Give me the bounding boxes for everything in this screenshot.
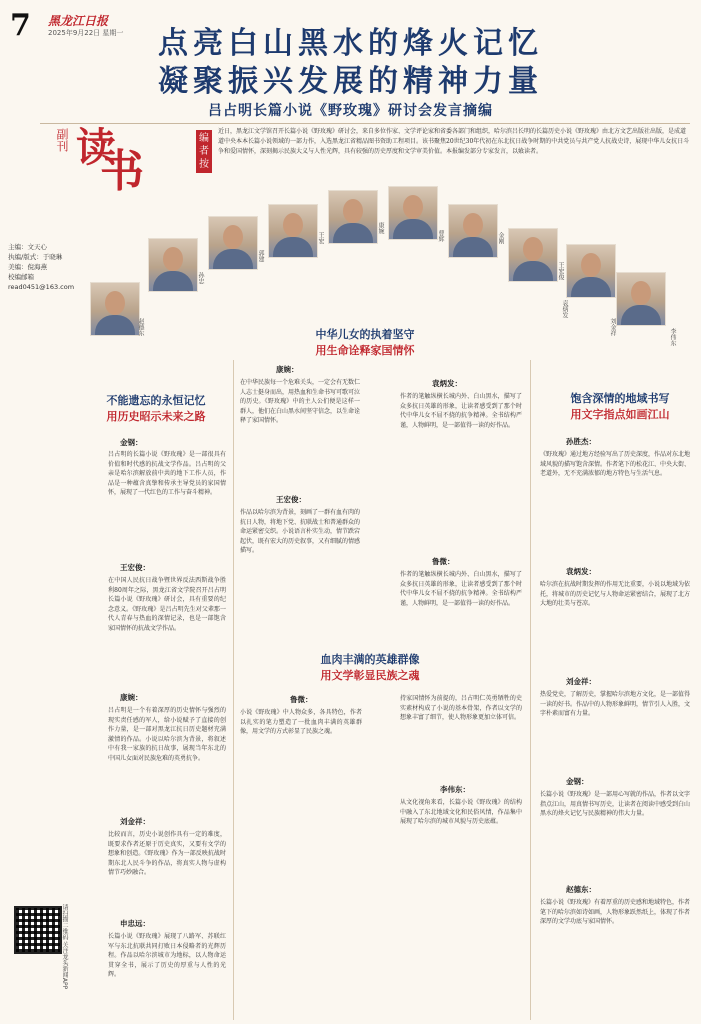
author-label: 鲁微： — [290, 695, 313, 704]
article-text: 小说《野玫瑰》中人物众多，各具特色，作者以扎实的笔力塑造了一批血肉丰满的英雄群像，用文学的方式彰显了民族之魂。 — [240, 709, 362, 735]
section-fukan-label: 副刊 — [55, 128, 69, 152]
author-label: 康婉： — [120, 693, 143, 702]
issue-date: 2025年9月22日 星期一 — [48, 29, 124, 37]
article-text: 吕占明是一个有着深厚的历史情怀与强烈的现实责任感的军人，给小说赋予了直接的创作力量，是一部对黑龙江抗日历史题材充满激情的作品。小说以哈尔滨为背景，将叙述中有我一家族的抗日故事，展现当年东北的中国儿女面对民族危难的英勇抗争。 — [108, 707, 226, 762]
author-label: 袁炳发： — [432, 379, 462, 388]
portrait-photo — [268, 204, 318, 258]
article-text: 作者的笔触纵横长城内外、白山黑水，描写了众多抗日英雄的形象，让读者感受到了那个时代中华儿女不屈不挠的抗争精神。全书结构严谨，人物鲜明，是一部值得一读的好作品。 — [400, 571, 522, 607]
author-label: 袁炳发： — [566, 567, 596, 576]
column-head-mid-2: 血肉丰满的英雄群像 用文学彰显民族之魂 — [320, 653, 420, 682]
portrait-name: 王宏 — [317, 232, 324, 244]
portrait-photo — [148, 238, 198, 292]
column-head-right: 饱含深情的地域书写 用文字指点如画江山 — [570, 392, 670, 421]
credit-editor: 主编：文天心 — [8, 243, 47, 251]
portrait-photo — [208, 216, 258, 270]
qr-caption: 请扫描二维码 关注龙头新闻APP — [61, 904, 68, 990]
article-text: 长篇小说《野玫瑰》是一部用心写就的作品，作者以文字指点江山，用真情书写历史，让读者在阅读中感受到白山黑水的烽火记忆与民族精神的伟大力量。 — [540, 791, 690, 817]
section-du-glyph: 读 — [76, 124, 116, 171]
column-divider — [530, 360, 531, 1020]
portrait-name: 王宏俊 — [557, 262, 564, 280]
article-text: 热爱党史，了解历史，掌握哈尔滨地方文化，是一部值得一读的好书。作品中的人物形象鲜明，情节引人入胜，文字朴素而富有力量。 — [540, 691, 690, 717]
author-label: 刘金祥： — [566, 677, 596, 686]
author-label: 李伟东： — [440, 785, 470, 794]
column-head-left: 不能遗忘的永恒记忆 用历史昭示未来之路 — [106, 394, 206, 423]
credit-duty: 执编/版式：于晓琳 — [8, 253, 63, 261]
portrait-photo — [616, 272, 666, 326]
article-text: 《野玫瑰》通过地方经验写出了历史深度，作品对东北地域风貌的描写饱含深情。作者笔下的松花江、中央大街、老道外，无不充满浓郁的地方特色与生活气息。 — [540, 451, 690, 477]
portrait-photo — [388, 186, 438, 240]
portrait-photo — [508, 228, 558, 282]
page-number: 7 — [10, 8, 31, 43]
portrait-name: 金刚 — [497, 232, 504, 244]
author-label: 康婉： — [276, 365, 299, 374]
portrait-name: 赵德东 — [137, 318, 144, 336]
portrait-photo — [328, 190, 378, 244]
column-divider — [233, 360, 234, 1020]
portrait-name: 郭建 — [257, 250, 264, 262]
author-label: 金钢： — [120, 438, 143, 447]
author-label: 赵德东： — [566, 885, 596, 894]
editor-note-text: 近日，黑龙江文学馆召开长篇小说《野玫瑰》研讨会，来自多位作家、文学评论家和省委各部门和组织，哈尔滨吕长明的长篇历史小说《野玫瑰》由北方文艺出版社出版，是成道道中央本本长篇小说领域的一部力作，入选黑龙江省精品图书资助工程项目。该书聚焦20世纪30年代初在东北抗日战争时期的中共党员与共产党人抗战史诗，展现中华儿女抗日斗争和爱国情怀，深刻揭示民族大义与人性光辉，具有较强的历史厚度和文学审美价值。本报编发部分专家发言，以飨读者。 — [218, 128, 690, 155]
editor-note-tag: 编者按 — [196, 130, 212, 173]
portrait-name: 孙忠 — [197, 272, 204, 284]
column-head-mid: 中华儿女的执着坚守 用生命诠释家国情怀 — [315, 328, 415, 357]
article-text: 作者的笔触纵横长城内外、白山黑水，描写了众多抗日英雄的形象，让读者感受到了那个时代中华儿女不屈不挠的抗争精神。全书结构严谨，人物鲜明，是一部值得一读的好作品。 — [400, 393, 522, 429]
section-shu-glyph: 书 — [100, 146, 144, 197]
author-label: 孙胜杰： — [566, 437, 596, 446]
article-text: 从文化视角来看，长篇小说《野玫瑰》的结构中融入了东北地域文化和民俗风情，作品集中展现了哈尔滨的城市风貌与历史底蕴。 — [400, 799, 522, 825]
qr-code[interactable] — [14, 906, 62, 954]
article-text: 持家国情怀为前提的，吕占明仁英勇牺牲的史实素材构成了小说的基本骨架，作者以文学的想象丰富了细节，使人物形象更加立体可信。 — [400, 695, 522, 721]
header-divider — [40, 123, 690, 124]
headline-subtitle: 吕占明长篇小说《野玫瑰》研讨会发言摘编 — [208, 103, 493, 119]
author-label: 刘金祥： — [120, 817, 150, 826]
portrait-photo — [448, 204, 498, 258]
credit-check: 校编邮箱 — [8, 273, 34, 281]
article-text: 在中国人民抗日战争暨世界反法西斯战争胜利80周年之际，黑龙江省文学院召开吕占明长篇小说《野玫瑰》研讨会，具有重要的纪念意义。《野玫瑰》是吕占明先生对父辈那一代人青春与热血的深情记录，也是一部饱含家国情怀的抗战文学作品。 — [108, 577, 226, 632]
article-text: 哈尔滨在抗战时期发挥的作用无比重要，小说以地域为依托，将城市的历史记忆与人物命运紧密结合，展现了北方大地的壮美与苍凉。 — [540, 581, 690, 607]
author-label: 王宏俊： — [276, 495, 306, 504]
headline-line-2: 凝聚振兴发展的精神力量 — [158, 64, 543, 99]
portrait-name: 康婉 — [377, 222, 384, 234]
author-label: 鲁微： — [432, 557, 455, 566]
portrait-name: 刘金祥 — [609, 318, 616, 336]
portrait-photo — [90, 282, 140, 336]
article-text: 比较而言，历史小说创作具有一定的难度，既要求作者还原于历史真实，又要有文学的想象和创造。《野玫瑰》作为一部反映抗战时期东北人民斗争的作品，将真实人物与虚构情节巧妙融合。 — [108, 831, 226, 876]
author-label: 申忠远： — [120, 919, 150, 928]
headline-line-1: 点亮白山黑水的烽火记忆 — [158, 26, 543, 61]
article-text: 长篇小说《野玫瑰》展现了八路军、苏联红军与东北抗联共同打败日本侵略者的光辉历程。作品以哈尔滨城市为地标，以人物命运贯穿全书，展示了历史的厚重与人性的光辉。 — [108, 933, 226, 978]
article-text: 在中华民族每一个危难关头，一定会有无数仁人志士挺身而出，用热血和生命书写可歌可泣的历史。《野玫瑰》中的主人公们便是这样一群人，他们在白山黑水间坚守信念，以生命诠释了家国情怀。 — [240, 379, 360, 424]
author-label: 王宏俊： — [120, 563, 150, 572]
portrait-name: 李伟东 — [669, 328, 676, 346]
credit-email[interactable]: read0451@163.com — [8, 283, 75, 291]
portrait-name: 袁炳发 — [561, 300, 568, 318]
author-label: 金钢： — [566, 777, 589, 786]
credit-proof: 美编：倪海燕 — [8, 263, 47, 271]
portrait-name: 曹辉 — [437, 230, 444, 242]
portrait-photo — [566, 244, 616, 298]
article-text: 长篇小说《野玫瑰》有着厚重的历史感和地域特色，作者笔下的哈尔滨如诗如画，人物形象跃然纸上，体现了作者深厚的文学功底与家国情怀。 — [540, 899, 690, 925]
article-text: 吕占明的长篇小说《野玫瑰》是一部很具有价值和时代感的抗战文学作品。吕占明的父亲是哈尔滨解放前中共的地下工作人员，作品是一种蕴含真挚和传承主导党员的家国情怀，展现了一代红色的工作与奋斗精神。 — [108, 451, 226, 496]
paper-name: 黑龙江日报 — [48, 14, 109, 28]
credits-block — [8, 242, 88, 292]
article-text: 作品以哈尔滨为背景，刻画了一群有血有肉的抗日人物，将地下党、抗联战士和普通群众的命运紧密交织。小说语言朴实生动，情节跌宕起伏，既有宏大的历史叙事，又有细腻的情感描写。 — [240, 509, 360, 554]
